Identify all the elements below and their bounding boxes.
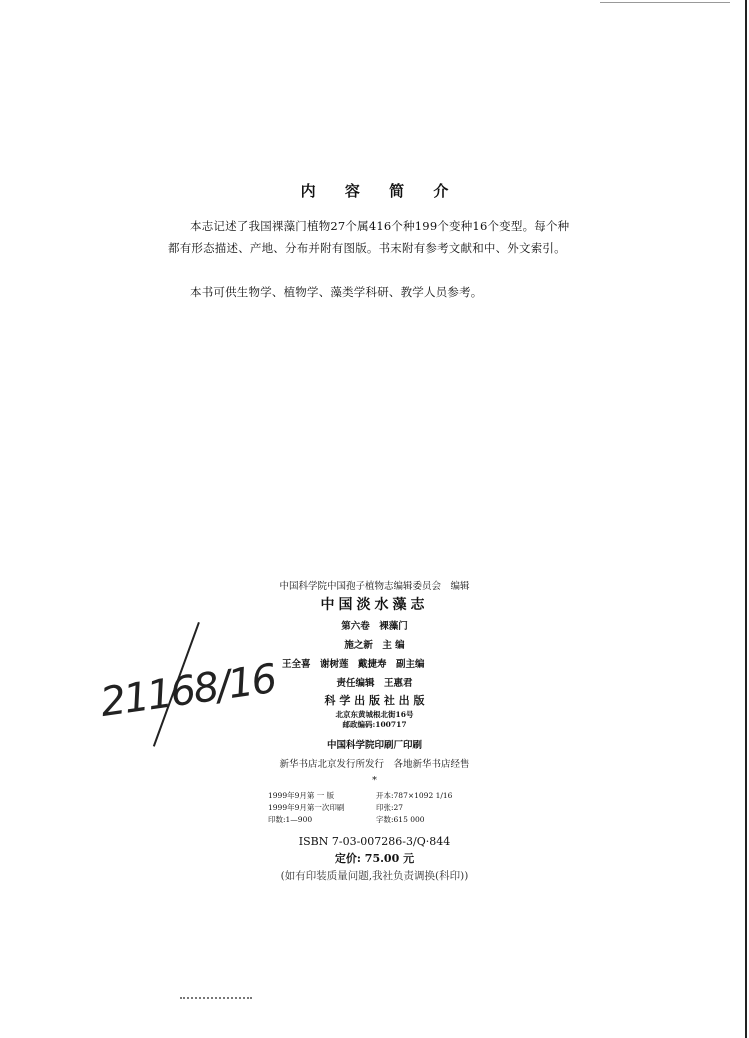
distribution: 新华书店北京发行所发行 各地新华书店经售 <box>279 759 470 770</box>
edition-line: 1999年9月第 一 版 <box>268 791 335 800</box>
edition-info-left <box>268 790 344 826</box>
handwritten-call-number: 21168/16 <box>97 656 278 726</box>
format-line: 开本:787×1092 1/16 <box>376 791 453 800</box>
deputy-editors: 王全喜 谢树莲 戴捷寿 副主编 <box>282 659 425 670</box>
summary-heading: 内 容 简 介 <box>300 182 461 200</box>
publisher: 科 学 出 版 社 出 版 <box>324 694 425 707</box>
postal-code: 邮政编码:100717 <box>342 720 407 729</box>
chief-editor: 施之新 主 编 <box>344 640 405 651</box>
printing-line: 1999年9月第一次印刷 <box>268 803 345 812</box>
price: 定价: 75.00 元 <box>334 852 415 865</box>
word-count-line: 字数:615 000 <box>376 815 425 824</box>
edition-info-right <box>376 790 452 826</box>
sheets-line: 印张:27 <box>376 803 404 812</box>
responsible-editor: 责任编辑 王惠君 <box>336 678 413 689</box>
book-title: 中国淡水藻志 <box>320 597 429 613</box>
summary-paragraph-2: 本书可供生物学、植物学、藻类学科研、教学人员参考。 <box>190 285 483 299</box>
publisher-address: 北京东黄城根北街16号 <box>335 710 414 719</box>
summary-paragraph-1: 本志记述了我国裸藻门植物27个属416个种199个变种16个变型。每个种都有形态描述、产地、分布并附有图版。书末附有参考文献和中、外文索引。 <box>168 219 570 255</box>
separator-star: * <box>372 775 377 786</box>
editor-organization: 中国科学院中国孢子植物志编辑委员会 编辑 <box>279 581 470 592</box>
quality-notice: (如有印装质量问题,我社负责调换(科印)) <box>280 870 469 882</box>
print-run-line: 印数:1—900 <box>268 815 313 824</box>
scan-artifact-line <box>600 2 730 3</box>
volume-title: 第六卷 裸藻门 <box>341 621 408 632</box>
printer: 中国科学院印刷厂印刷 <box>326 740 422 751</box>
isbn: ISBN 7-03-007286-3/Q·844 <box>298 835 451 848</box>
scan-artifact-dots <box>180 997 252 1001</box>
